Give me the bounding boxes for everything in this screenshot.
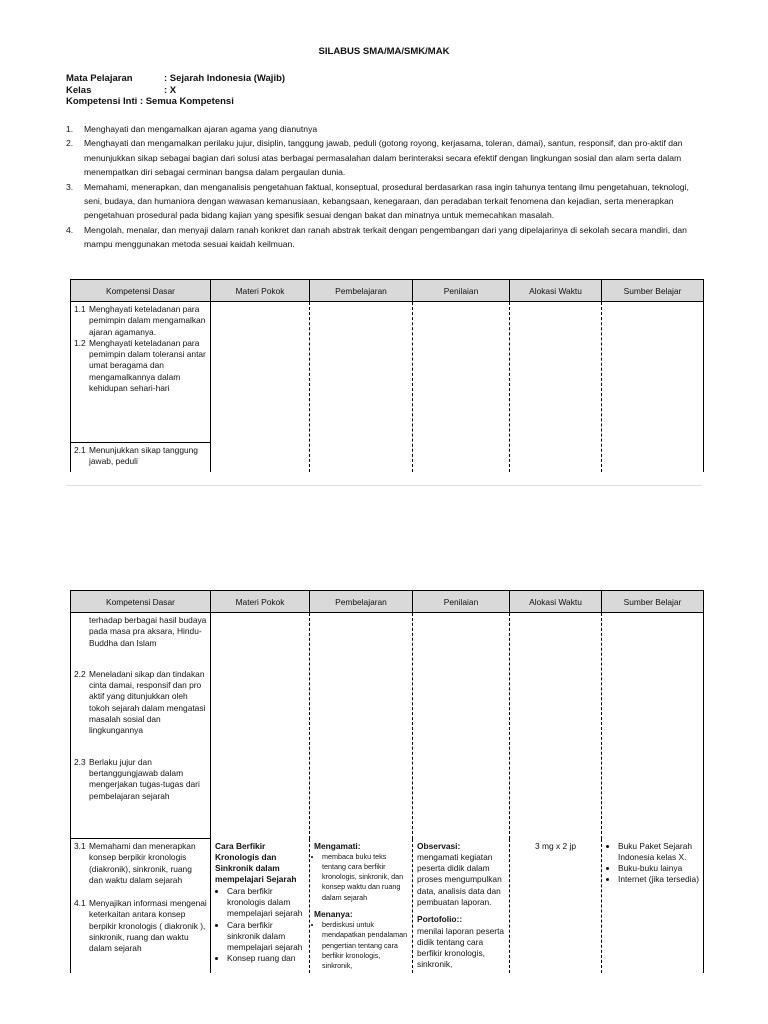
ki-item: 4. Mengolah, menalar, dan menyaji dalam ranah konkret dan ranah abstrak terkait dengan pengembangan dari yang dipelajarinya di sekolah secara mandiri, dan mampu menggunakan metoda sesuai kaidah keilmuan. (66, 224, 687, 250)
kd-cell (71, 302, 211, 472)
mapel-value: : Sejarah Indonesia (Wajib) (164, 73, 286, 84)
alokasi-cell (510, 613, 602, 839)
mapel-key: Mata Pelajaran (66, 73, 133, 84)
header-penilaian: Penilaian (413, 280, 510, 302)
alokasi-value: 3 mg x 2 jp (535, 840, 576, 851)
syllabus-table-1 (70, 279, 704, 472)
kelas-key: Kelas (66, 84, 92, 96)
materi-item: • Cara berfikir kronologis dalam mempelajari sejarah (227, 886, 305, 920)
header-alokasi-waktu: Alokasi Waktu (510, 280, 602, 302)
mengamati-label: Mengamati: (314, 840, 361, 851)
portofolio-text: menilai laporan peserta didik tentang cara berfikir kronologis, sinkronik, (417, 925, 505, 970)
kelas-value: : X (164, 84, 177, 96)
document-title: SILABUS SMA/MA/SMK/MAK (318, 46, 450, 57)
sumber-cell (602, 613, 704, 839)
sumber-item: • Buku-buku lainya (618, 863, 699, 874)
kompetensi-inti-list (66, 122, 706, 252)
kd-item: 2.1 Menunjukkan sikap tanggung jawab, peduli (74, 445, 198, 467)
kd-cell (71, 613, 211, 839)
syllabus-meta (66, 73, 285, 108)
sumber-item: • Internet (jika tersedia) (618, 874, 699, 885)
page-divider (66, 485, 702, 486)
kd-item: 1.2 Menghayati keteladanan para pemimpin dalam toleransi antar umat beragama dan mengamalkannya dalam kehidupan sehari-hari (74, 337, 206, 394)
materi-title: Cara Berfikir Kronologis dan Sinkronik dalam mempelajari Sejarah (215, 840, 297, 885)
pembelajaran-cell (310, 839, 413, 974)
header-kompetensi-dasar: Kompetensi Dasar (71, 280, 211, 302)
mengamati-item: • membaca buku teks tentang cara berfikir kronologis, sinkronik, dan konsep waktu dan ruang dalam sejarah (322, 852, 408, 903)
materi-cell (211, 613, 310, 839)
kd-item: 3.1 Memahami dan menerapkan konsep berpikir kronologis (diakronik), sinkronik, ruang dan waktu dalam sejarah (74, 841, 196, 885)
materi-cell (211, 302, 310, 472)
mengamati-list (314, 852, 408, 903)
menanya-label: Menanya: (314, 908, 353, 919)
kd-item: 2.2 Meneladani sikap dan tindakan cinta damai, responsif dan pro aktif yang ditunjukkan oleh tokoh sejarah dalam mengatasi masalah sosial dan lingkungannya (74, 668, 206, 736)
pembelajaran-cell (310, 302, 413, 472)
header-materi-pokok: Materi Pokok (211, 280, 310, 302)
kd-item: 1.1 Menghayati keteladanan para pemimpin dalam mengamalkan ajaran agamanya. (74, 304, 206, 337)
kd-cell (71, 839, 211, 974)
header-pembelajaran: Pembelajaran (310, 591, 413, 613)
alokasi-cell (510, 302, 602, 472)
penilaian-cell (413, 839, 510, 974)
menanya-list (314, 920, 408, 971)
header-materi-pokok: Materi Pokok (211, 591, 310, 613)
ki-item: 2. Menghayati dan mengamalkan perilaku jujur, disiplin, tanggung jawab, peduli (gotong royong, kerjasama, toleran, damai), santun, responsif, dan pro-aktif dan menunjukkan sikap sebagai bagian dari solusi atas berbagai permasalahan dalam berinteraksi secara efektif dengan lingkungan sosial dan alam serta dalam menempatkan diri sebagai cerminan bangsa dalam pergaulan dunia. (66, 138, 683, 178)
sumber-cell (602, 302, 704, 472)
syllabus-table-2 (70, 590, 704, 973)
observasi-text: mengamati kegiatan peserta didik dalam proses mengumpulkan data, analisis data dan pembuatan laporan. (417, 851, 502, 907)
header-kompetensi-dasar: Kompetensi Dasar (71, 591, 211, 613)
header-sumber-belajar: Sumber Belajar (602, 280, 704, 302)
penilaian-cell (413, 302, 510, 472)
ki-line: Kompetensi Inti : Semua Kompetensi (66, 96, 234, 107)
header-alokasi-waktu: Alokasi Waktu (510, 591, 602, 613)
sumber-list (606, 841, 699, 886)
header-penilaian: Penilaian (413, 591, 510, 613)
materi-list (215, 886, 305, 965)
menanya-item: • berdiskusi untuk mendapatkan pendalaman pengertian tentang cara berfikir kronologis, sinkronik, (322, 920, 408, 971)
header-sumber-belajar: Sumber Belajar (602, 591, 704, 613)
ki-item: 1. Menghayati dan mengamalkan ajaran agama yang dianutnya (66, 124, 318, 134)
materi-item: • Cara berfikir sinkronik dalam mempelajari sejarah (227, 920, 305, 954)
pembelajaran-cell (310, 613, 413, 839)
ki-item: 3. Memahami, menerapkan, dan menganalisis pengetahuan faktual, konseptual, prosedural berdasarkan rasa ingin tahunya tentang ilmu pengetahuan, teknologi, seni, budaya, dan humaniora dengan wawasan kemanusiaan, kebangsaan, kenegaraan, dan peradaban terkait fenomena dan kejadian, serta menerapkan pengetahuan prosedural pada bidang kajian yang spesifik sesuai dengan bakat dan minatnya untuk memecahkan masalah. (66, 181, 689, 221)
header-pembelajaran: Pembelajaran (310, 280, 413, 302)
materi-item: • Konsep ruang dan (227, 953, 305, 964)
observasi-label: Observasi: (417, 840, 461, 851)
portofolio-label: Portofolio:: (417, 914, 463, 925)
materi-cell (211, 839, 310, 974)
penilaian-cell (413, 613, 510, 839)
kd-item: terhadap berbagai hasil budaya pada masa pra aksara, Hindu-Buddha dan Islam (89, 615, 207, 648)
kd-item: 4.1 Menyajikan informasi mengenai keterkaitan antara konsep berpikir kronologis ( diakronik ), sinkronik, ruang dan waktu dalam sejarah (74, 898, 207, 954)
sumber-item: • Buku Paket Sejarah Indonesia kelas X. (618, 841, 699, 864)
sumber-cell (602, 839, 704, 974)
kd-item: 2.3 Berlaku jujur dan bertanggungjawab dalam mengerjakan tugas-tugas dari pembelajaran sejarah (74, 756, 200, 801)
alokasi-cell (510, 839, 602, 974)
